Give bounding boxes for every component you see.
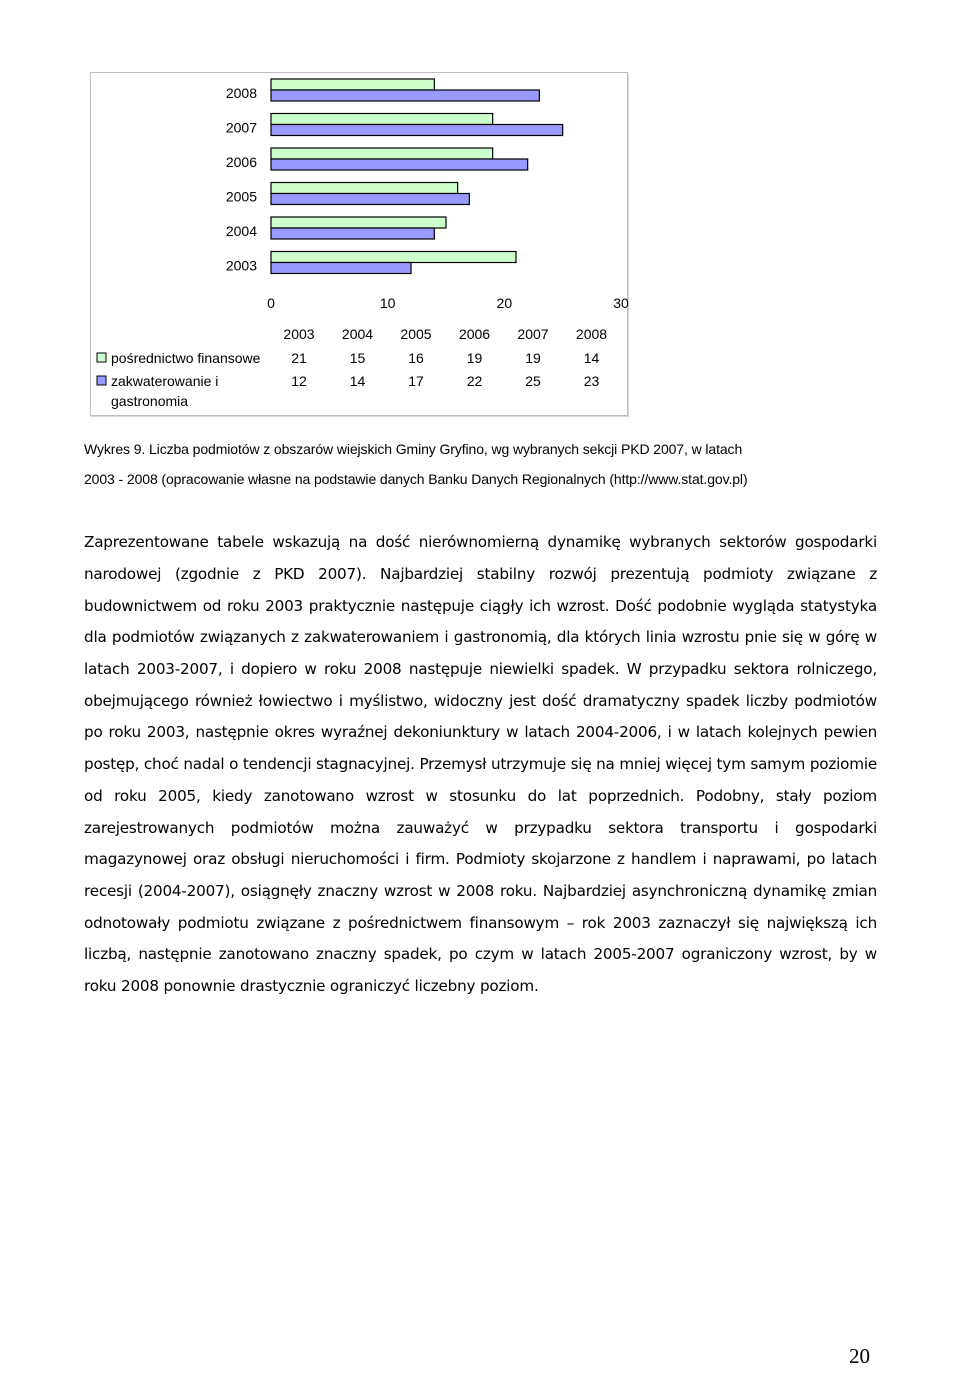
legend-key-accommodation [97,376,106,385]
y-tick-label-2008: 2008 [225,85,257,101]
legend-label-finance: pośrednictwo finansowe [111,350,261,366]
bar-finance-2008 [271,79,434,90]
bar-accommodation-2008 [271,90,539,101]
y-tick-label-2006: 2006 [225,154,257,170]
table-cell-1-2006: 22 [466,373,483,389]
bar-finance-2006 [271,148,493,159]
table-cell-0-2003: 21 [291,350,307,366]
bar-chart [91,73,627,415]
x-tick-label-0: 0 [267,295,275,311]
x-tick-label-30: 30 [613,295,629,311]
table-cell-0-2004: 15 [349,350,366,366]
y-tick-label-2004: 2004 [225,223,257,239]
table-header-2007: 2007 [517,326,549,342]
bar-finance-2004 [271,217,446,228]
y-tick-label-2003: 2003 [225,257,257,274]
legend-key-finance [97,353,106,362]
table-header-2006: 2006 [458,326,491,342]
table-cell-0-2008: 14 [583,350,600,366]
caption-line-2-prefix: 2003 - 2008 (opracowanie własne na podstawie danych Banku Danych Regionalnych ( [84,471,614,487]
table-header-2005: 2005 [400,326,432,342]
table-cell-1-2007: 25 [525,373,541,389]
bar-finance-2007 [271,114,493,125]
table-header-2004: 2004 [341,326,374,342]
x-tick-label-20: 20 [496,295,513,311]
legend-label-accommodation-line1: zakwaterowanie i [111,373,219,389]
table-cell-0-2007: 19 [525,350,541,366]
y-tick-label-2005: 2005 [225,188,257,205]
bar-finance-2003 [271,252,516,263]
bar-accommodation-2007 [271,125,563,136]
chart-container [90,72,628,416]
bar-accommodation-2005 [271,194,469,205]
legend-label-accommodation-line2: gastronomia [111,393,189,409]
table-header-2008: 2008 [575,326,608,342]
bar-finance-2005 [271,183,458,194]
table-cell-1-2004: 14 [349,373,366,389]
table-cell-1-2003: 12 [291,373,307,389]
bar-accommodation-2004 [271,228,434,239]
body-paragraph: Zaprezentowane tabele wskazują na dość nierównomierną dynamikę wybranych sektorów gospodarki narodowej (zgodnie z PKD 2007). Najbardziej stabilny rozwój prezentują podmioty związane z budownictwem od roku 2003 praktycznie następuje ciągły ich wzrost. Dość podobnie wygląda statystyka dla podmiotów związanych z zakwaterowaniem i gastronomią, dla których linia wzrostu pnie się w górę w latach 2003-2007, i dopiero w roku 2008 następuje niewielki spadek. W przypadku sektora rolniczego, obejmującego również łowiectwo i myślistwo, widoczny jest dość dramatyczny spadek liczby podmiotów po roku 2003, następnie okres wyraźnej dekoniunktury w latach 2004-2006, i w latach kolejnych pewien postęp, choć nadal o tendencji stagnacyjnej. Przemysł utrzymuje się na mniej więcej tym samym poziomie od roku 2005, kiedy zanotowano wzrost w stosunku do lat poprzednich. Podobny, stały poziom zarejestrowanych podmiotów można zauważyć w przypadku sektora transportu i gospodarki magazynowej oraz obsługi nieruchomości i firm. Podmioty skojarzone z handlem i naprawami, po latach recesji (2004-2007), osiągnęły znaczny wzrost w 2008 roku. Najbardziej asynchroniczną dynamikę zmian odnotowały podmiotu związane z pośrednictwem finansowym – rok 2003 zaznaczył się największą ich liczbą, następnie zanotowano znaczny spadek, po czym w latach 2005-2007 ograniczony wzrost, by w roku 2008 ponownie drastycznie ograniczyć liczebny poziom. [84,533,877,996]
x-tick-label-10: 10 [379,295,396,311]
figure-caption [84,434,884,494]
page-number: 20 [849,1344,870,1368]
caption-line-2-suffix: ) [742,471,748,487]
source-link[interactable]: http://www.stat.gov.pl [613,471,743,487]
table-header-2003: 2003 [283,326,315,342]
table-cell-0-2005: 16 [408,350,424,366]
caption-line-1: Wykres 9. Liczba podmiotów z obszarów wiejskich Gminy Gryfino, wg wybranych sekcji PKD 2007, w latach [84,441,743,457]
caption-line-2 [84,464,884,494]
table-cell-1-2008: 23 [583,373,600,389]
y-tick-label-2007: 2007 [225,119,257,136]
bar-accommodation-2006 [271,159,528,170]
bar-accommodation-2003 [271,263,411,274]
table-cell-0-2006: 19 [466,350,483,366]
table-cell-1-2005: 17 [408,373,424,389]
